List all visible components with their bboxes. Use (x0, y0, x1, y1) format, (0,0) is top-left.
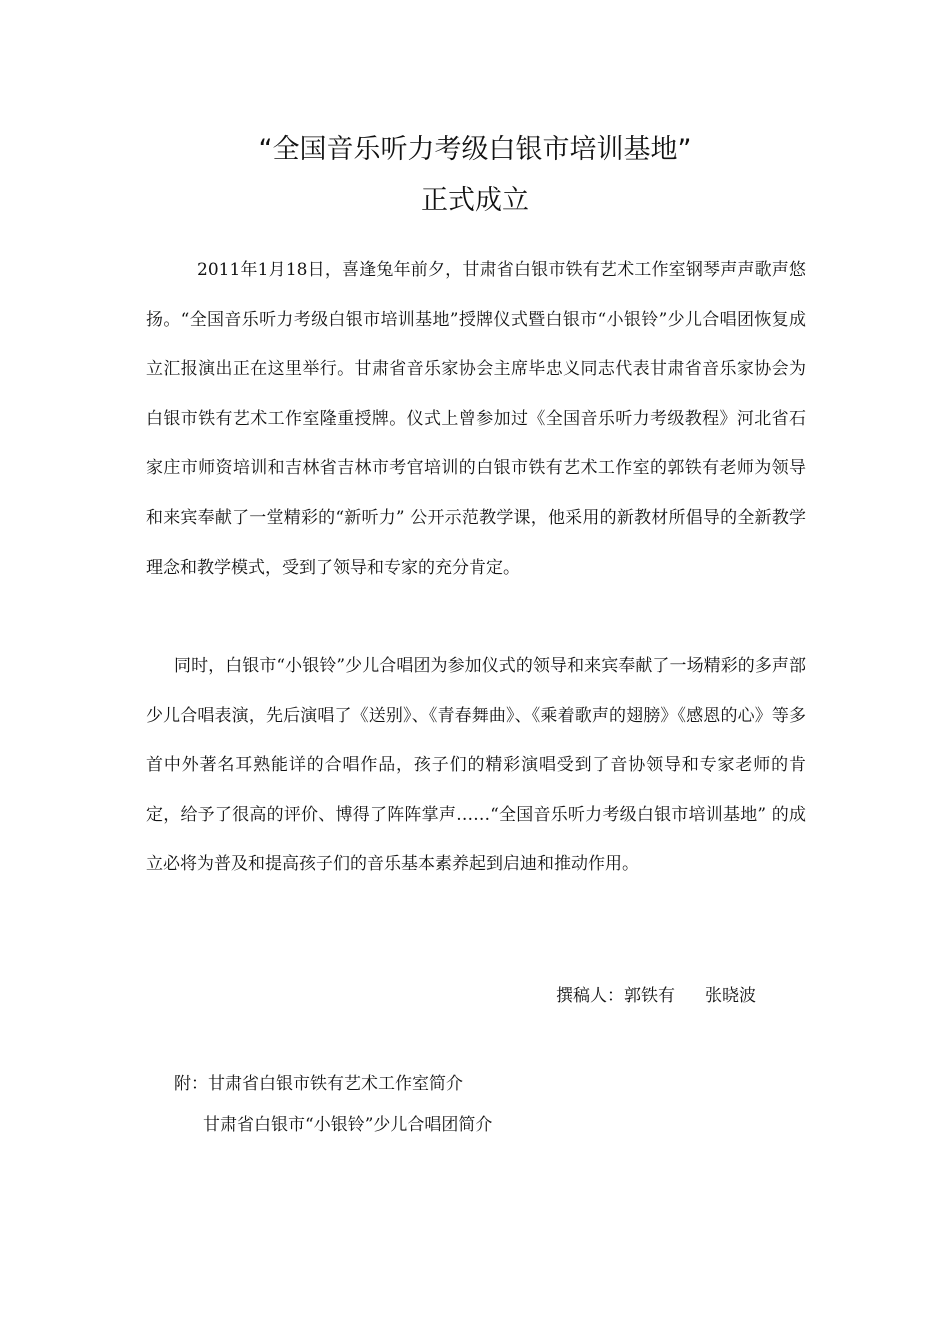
document-subtitle: 正式成立 (421, 185, 529, 216)
document-title: “全国音乐听力考级白银市培训基地” (258, 134, 692, 165)
body-paragraph-1: 2011年1月18日，喜逢兔年前夕，甘肃省白银市铁有艺术工作室钢琴声声歌声悠扬。“全国音乐听力考级白银市培训基地”授牌仪式暨白银市“小银铃”少儿合唱团恢复成立汇报演出正在这里举行。甘肃省音乐家协会主席毕忠义同志代表甘肃省音乐家协会为白银市铁有艺术工作室隆重授牌。仪式上曾参加过《全国音乐听力考级教程》河北省石家庄市师资培训和吉林省吉林市考官培训的白银市铁有艺术工作室的郭铁有老师为领导和来宾奉献了一堂精彩的“新听力” 公开示范教学课，他采用的新教材所倡导的全新教学理念和教学模式，受到了领导和专家的充分肯定。 (146, 260, 806, 578)
attachment-line-1: 附：甘肃省白银市铁有艺术工作室简介 (174, 1074, 463, 1094)
byline-second-author: 张晓波 (705, 986, 756, 1006)
byline (556, 982, 756, 1010)
body-paragraph-2: 同时，白银市“小银铃”少儿合唱团为参加仪式的领导和来宾奉献了一场精彩的多声部少儿合唱表演，先后演唱了《送别》、《青春舞曲》、《乘着歌声的翅膀》《感恩的心》等多首中外著名耳熟能详的合唱作品，孩子们的精彩演唱受到了音协领导和专家老师的肯定，给予了很高的评价、博得了阵阵掌声……“全国音乐听力考级白银市培训基地” 的成立必将为普及和提高孩子们的音乐基本素养起到启迪和推动作用。 (146, 656, 806, 875)
byline-label: 撰稿人：郭铁有 (556, 986, 675, 1006)
attachment-line-2: 甘肃省白银市“小银铃”少儿合唱团简介 (203, 1115, 493, 1135)
